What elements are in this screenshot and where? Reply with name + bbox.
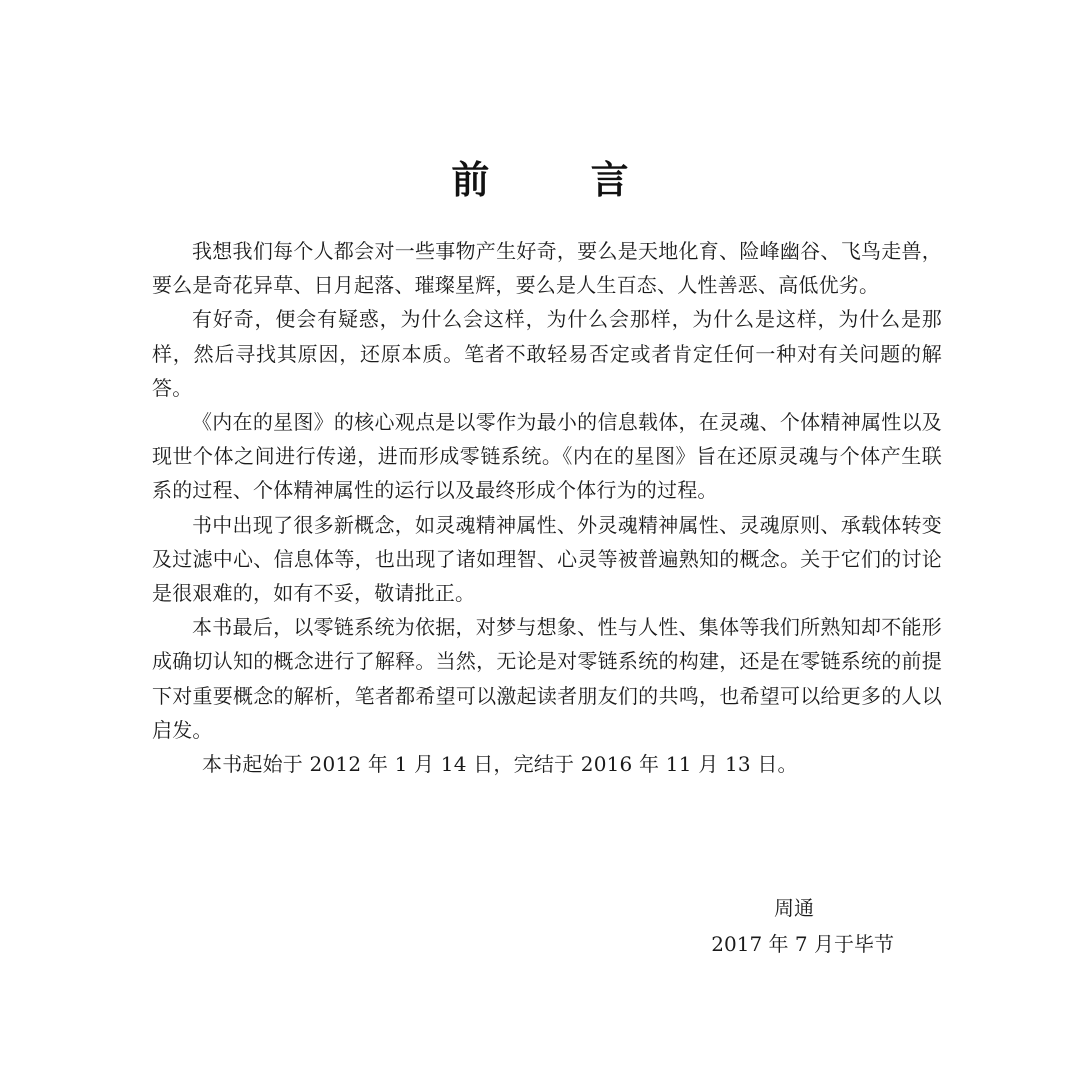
- page-title: 前 言: [451, 157, 673, 202]
- paragraph-1: 我想我们每个人都会对一些事物产生好奇，要么是天地化育、险峰幽谷、飞鸟走兽，要么是奇花异草、日月起落、璀璨星辉，要么是人生百态、人性善恶、高低优劣。: [152, 239, 942, 298]
- paragraph-2: 有好奇，便会有疑惑，为什么会这样，为什么会那样，为什么是这样，为什么是那样，然后寻找其原因，还原本质。笔者不敢轻易否定或者肯定任何一种对有关问题的解答。: [152, 307, 942, 400]
- signature-block: [711, 890, 894, 962]
- paragraph-4: 书中出现了很多新概念，如灵魂精神属性、外灵魂精神属性、灵魂原则、承载体转变及过滤中心、信息体等，也出现了诸如理智、心灵等被普遍熟知的概念。关于它们的讨论是很艰难的，如有不妥，敬请批正。: [152, 512, 942, 606]
- signature-author: 周通: [774, 896, 814, 920]
- paragraph-3: 《内在的星图》的核心观点是以零作为最小的信息载体，在灵魂、个体精神属性以及现世个体之间进行传递，进而形成零链系统。《内在的星图》旨在还原灵魂与个体产生联系的过程、个体精神属性的运行以及最终形成个体行为的过程。: [152, 410, 942, 503]
- preface-body: [152, 234, 942, 781]
- signature-place-date: 2017 年 7 月于毕节: [711, 932, 894, 956]
- paragraph-6-dates: 本书起始于 2012 年 1 月 14 日，完结于 2016 年 11 月 13 日。: [202, 752, 798, 777]
- paragraph-5: 本书最后，以零链系统为依据，对梦与想象、性与人性、集体等我们所熟知却不能形成确切认知的概念进行了解释。当然，无论是对零链系统的构建，还是在零链系统的前提下对重要概念的解析，笔者都希望可以激起读者朋友们的共鸣，也希望可以给更多的人以启发。: [152, 615, 942, 742]
